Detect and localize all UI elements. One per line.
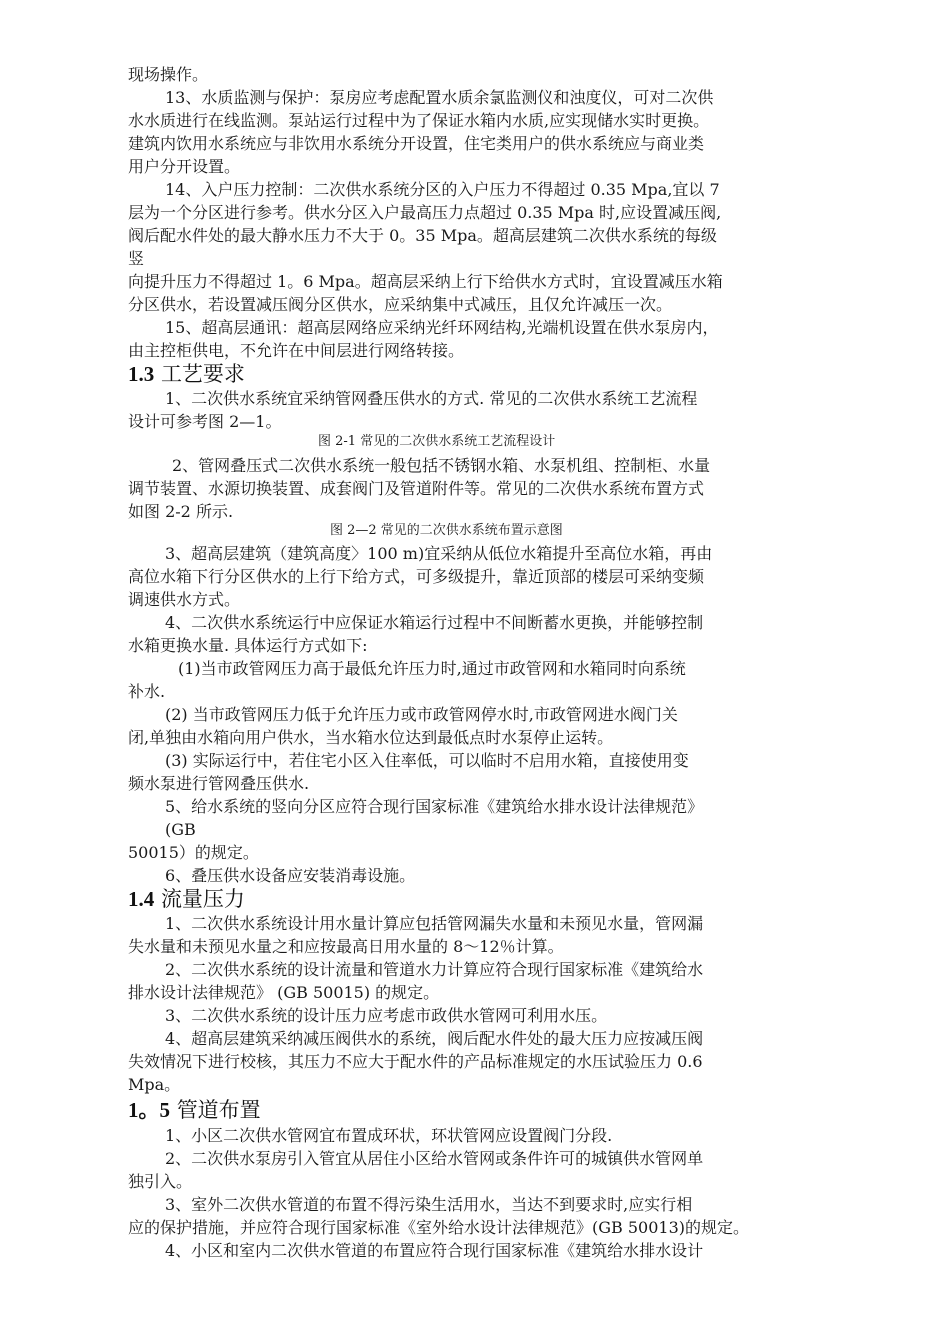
body-line: 14、入户压力控制：二次供水系统分区的入户压力不得超过 0.35 Mpa,宜以 7 <box>165 180 720 199</box>
section-heading <box>128 886 245 912</box>
body-line: 1、小区二次供水管网宜布置成环状，环状管网应设置阀门分段. <box>165 1126 613 1145</box>
body-line: 水水质进行在线监测。泵站运行过程中为了保证水箱内水质,应实现储水实时更换。 <box>128 111 710 130</box>
body-line: 高位水箱下行分区供水的上行下给方式，可多级提升，靠近顶部的楼层可采纳变频 <box>128 567 705 586</box>
body-line: 调节装置、水源切换装置、成套阀门及管道附件等。常见的二次供水系统布置方式 <box>128 479 705 498</box>
section-number: 1。5 <box>128 1098 170 1122</box>
body-line: Mpa。 <box>128 1075 181 1094</box>
section-number: 1.4 <box>128 887 155 911</box>
body-line: 失水量和未预见水量之和应按最高日用水量的 8～12％计算。 <box>128 937 564 956</box>
body-line: 2、管网叠压式二次供水系统一般包括不锈钢水箱、水泵机组、控制柜、水量 <box>172 456 711 475</box>
body-line: (1)当市政管网压力高于最低允许压力时,通过市政管网和水箱同时向系统 <box>178 659 686 678</box>
section-heading <box>128 1097 261 1123</box>
body-line: 建筑内饮用水系统应与非饮用水系统分开设置，住宅类用户的供水系统应与商业类 <box>128 134 705 153</box>
body-line: 独引入。 <box>128 1172 193 1191</box>
body-line: 4、超高层建筑采纳减压阀供水的系统，阀后配水件处的最大压力应按减压阀 <box>165 1029 704 1048</box>
section-title: 流量压力 <box>160 887 245 911</box>
body-line: 4、二次供水系统运行中应保证水箱运行过程中不间断蓄水更换，并能够控制 <box>165 613 704 632</box>
body-line: 2、二次供水泵房引入管宜从居住小区给水管网或条件许可的城镇供水管网单 <box>165 1149 704 1168</box>
body-line: 失效情况下进行校核，其压力不应大于配水件的产品标准规定的水压试验压力 0.6 <box>128 1052 703 1071</box>
section-title: 工艺要求 <box>160 362 245 386</box>
body-line: 6、叠压供水设备应安装消毒设施。 <box>165 866 416 885</box>
body-line: 闭,单独由水箱向用户供水，当水箱水位达到最低点时水泵停止运转。 <box>128 728 614 747</box>
body-line: 向提升压力不得超过 1。6 Mpa。超高层采纳上行下给供水方式时，宜设置减压水箱 <box>128 272 723 291</box>
figure-caption: 图 2—2 常见的二次供水系统布置示意图 <box>330 523 563 538</box>
body-line: 用户分开设置。 <box>128 157 241 176</box>
body-line: 3、室外二次供水管道的布置不得污染生活用水，当达不到要求时,应实行相 <box>165 1195 693 1214</box>
body-line: (GB <box>165 820 196 839</box>
body-line: 1、二次供水系统设计用水量计算应包括管网漏失水量和未预见水量，管网漏 <box>165 914 704 933</box>
body-line: 水箱更换水量. 具体运行方式如下: <box>128 636 368 655</box>
body-line: 频水泵进行管网叠压供水. <box>128 774 310 793</box>
body-line: 50015）的规定。 <box>128 843 259 862</box>
body-line: 层为一个分区进行参考。供水分区入户最高压力点超过 0.35 Mpa 时,应设置减压阀, <box>128 203 722 222</box>
section-heading <box>128 361 245 387</box>
body-line: 2、二次供水系统的设计流量和管道水力计算应符合现行国家标准《建筑给水 <box>165 960 704 979</box>
body-line: 竖 <box>128 249 145 268</box>
section-title: 管道布置 <box>176 1098 261 1122</box>
figure-caption: 图 2-1 常见的二次供水系统工艺流程设计 <box>318 434 556 449</box>
body-line: (2) 当市政管网压力低于允许压力或市政管网停水时,市政管网进水阀门关 <box>165 705 678 724</box>
body-line: 3、二次供水系统的设计压力应考虑市政供水管网可利用水压。 <box>165 1006 608 1025</box>
body-line: 排水设计法律规范》 (GB 50015) 的规定。 <box>128 983 440 1002</box>
body-line: (3) 实际运行中，若住宅小区入住率低，可以临时不启用水箱，直接使用变 <box>165 751 689 770</box>
body-line: 设计可参考图 2—1。 <box>128 412 282 431</box>
body-line: 由主控柜供电，不允许在中间层进行网络转接。 <box>128 341 465 360</box>
body-line: 现场操作。 <box>128 65 209 84</box>
body-line: 3、超高层建筑（建筑高度〉100 m)宜采纳从低位水箱提升至高位水箱，再由 <box>165 544 713 563</box>
section-number: 1.3 <box>128 362 155 386</box>
body-line: 1、二次供水系统宜采纳管网叠压供水的方式. 常见的二次供水系统工艺流程 <box>165 389 698 408</box>
body-line: 4、小区和室内二次供水管道的布置应符合现行国家标准《建筑给水排水设计 <box>165 1241 704 1260</box>
body-line: 分区供水，若设置减压阀分区供水，应采纳集中式减压，且仅允许减压一次。 <box>128 295 673 314</box>
body-line: 阀后配水件处的最大静水压力不大于 0。35 Mpa。超高层建筑二次供水系统的每级 <box>128 226 717 245</box>
body-line: 应的保护措施，并应符合现行国家标准《室外给水设计法律规范》(GB 50013)的规定。 <box>128 1218 750 1237</box>
body-line: 如图 2-2 所示. <box>128 502 234 521</box>
body-line: 15、超高层通讯：超高层网络应采纳光纤环网结构,光端机设置在供水泵房内， <box>165 318 719 337</box>
body-line: 5、给水系统的竖向分区应符合现行国家标准《建筑给水排水设计法律规范》 <box>165 797 704 816</box>
body-line: 补水. <box>128 682 166 701</box>
body-line: 13、水质监测与保护：泵房应考虑配置水质余氯监测仪和浊度仪，可对二次供 <box>165 88 714 107</box>
body-line: 调速供水方式。 <box>128 590 241 609</box>
